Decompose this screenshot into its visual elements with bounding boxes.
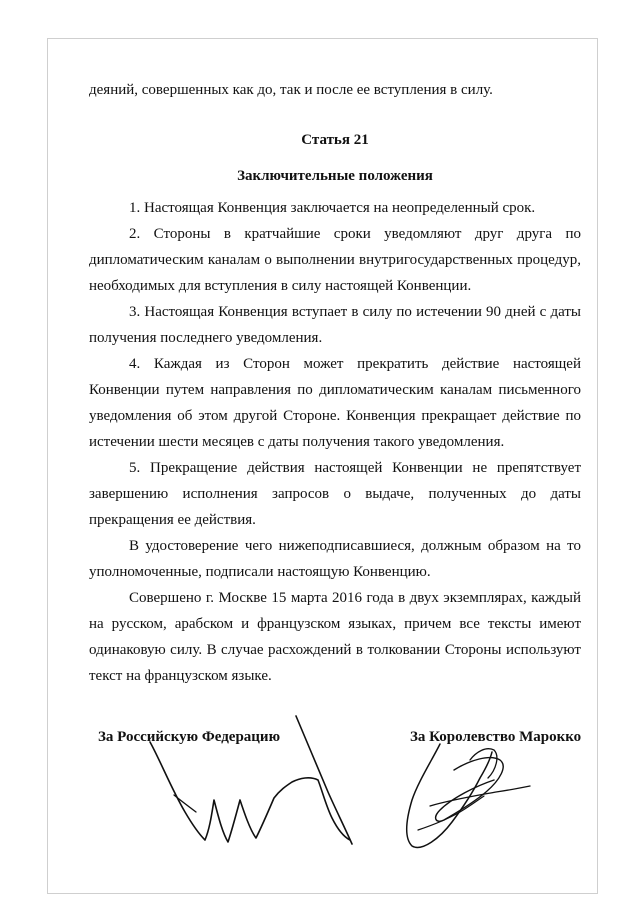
paragraph-5: 5. Прекращение действия настоящей Конвенции не препятствует завершению исполнения запросов о выдаче, полученных до даты прекращения ее действия. [89, 460, 581, 528]
document-body [89, 77, 581, 689]
paragraph-1: 1. Настоящая Конвенция заключается на неопределенный срок. [129, 200, 536, 216]
signature-label-morocco: За Королевство Марокко [410, 729, 582, 745]
paragraph-6: В удостоверение чего нижеподписавшиеся, должным образом на то уполномоченные, подписали настоящую Конвенцию. [89, 538, 581, 580]
paragraph-7: Совершено г. Москве 15 марта 2016 года в двух экземплярах, каждый на русском, арабском и французском языках, причем все тексты имеют одинаковую силу. В случае расхождений в толковании Стороны используют текст на французском языке. [89, 590, 581, 684]
article-title: Статья 21 [301, 132, 369, 148]
section-title: Заключительные положения [237, 168, 433, 184]
paragraph-3: 3. Настоящая Конвенция вступает в силу по истечении 90 дней с даты получения последнего уведомления. [89, 304, 581, 346]
signature-label-russia: За Российскую Федерацию [98, 729, 281, 745]
paragraph-2: 2. Стороны в кратчайшие сроки уведомляют друг друга по дипломатическим каналам о выполнении внутригосударственных процедур, необходимых для вступления в силу настоящей Конвенции. [89, 226, 581, 294]
paragraph-4: 4. Каждая из Сторон может прекратить действие настоящей Конвенции путем направления по дипломатическим каналам письменного уведомления об этом другой Стороне. Конвенция прекращает действие по истечении шести месяцев с даты получения такого уведомления. [89, 356, 581, 450]
continuation-text: деяний, совершенных как до, так и после ее вступления в силу. [89, 82, 493, 98]
